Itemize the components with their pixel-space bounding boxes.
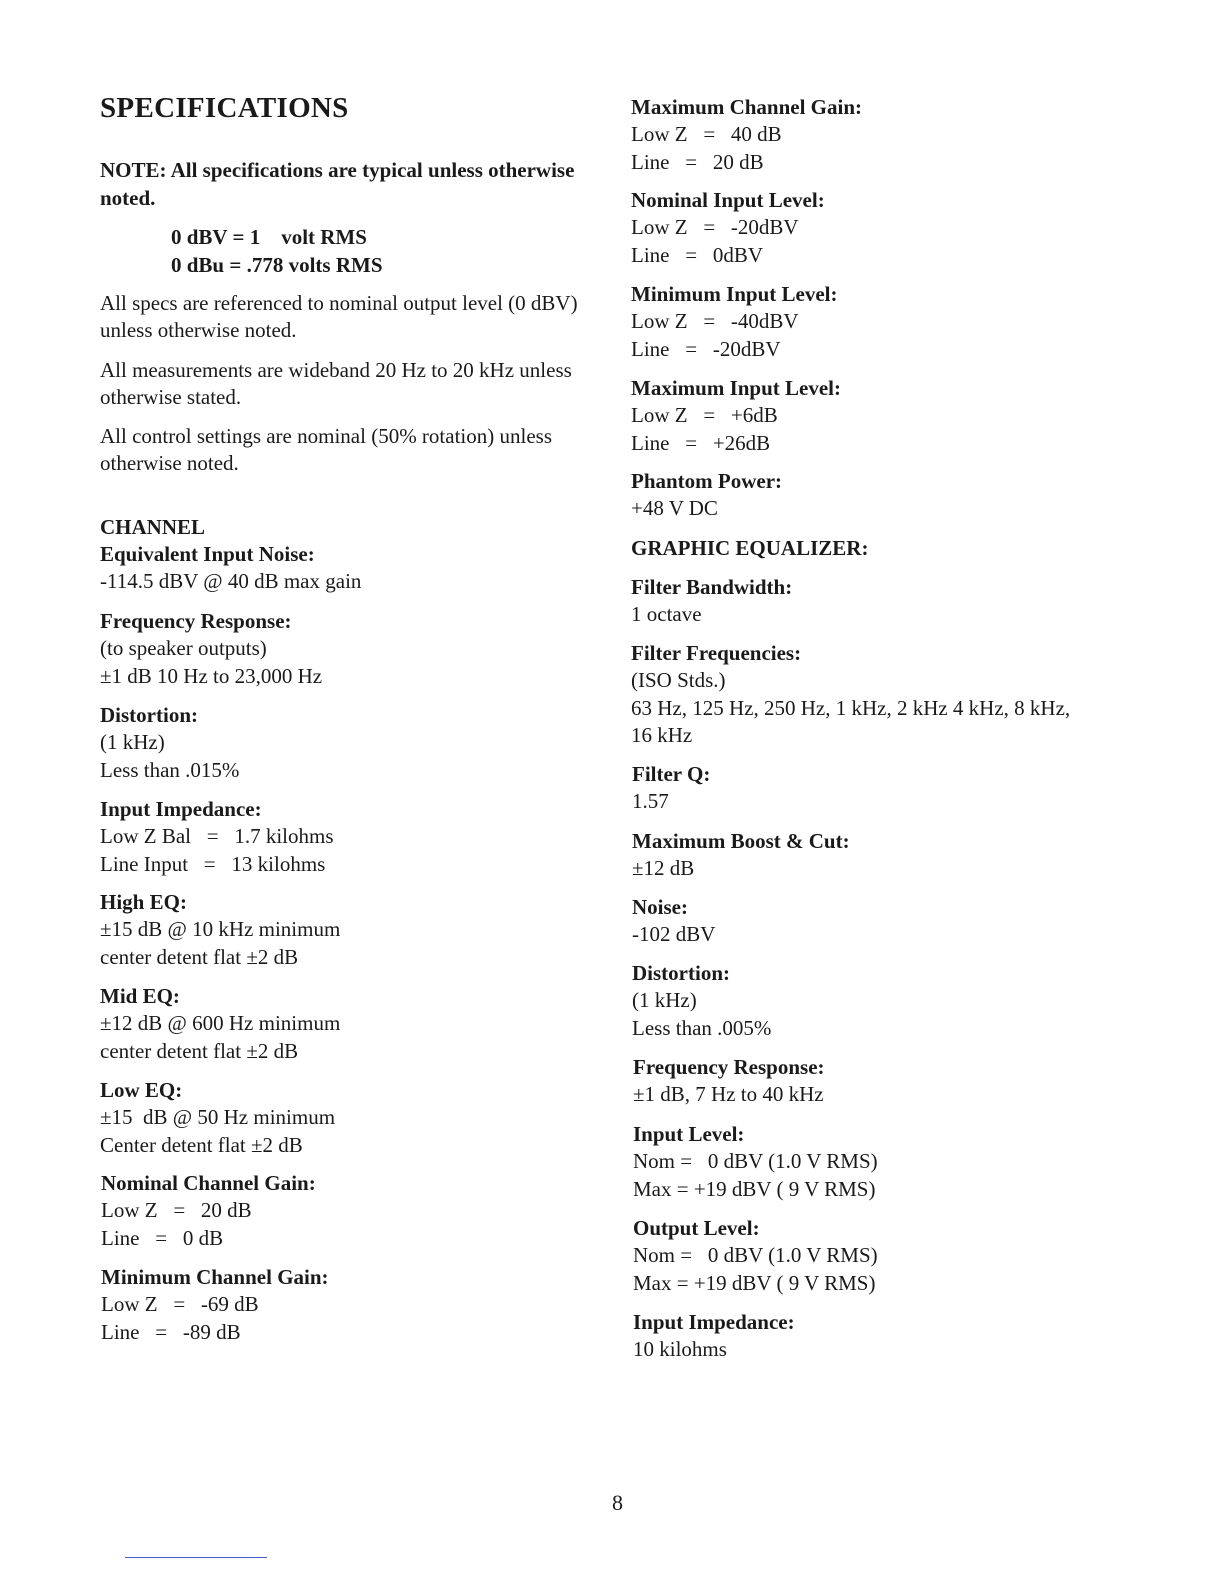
spec-value: ±12 dB @ 600 Hz minimum	[100, 1011, 341, 1036]
spec-input-level	[633, 1121, 878, 1203]
spec-filter-q	[632, 761, 710, 816]
spec-label: High EQ:	[100, 890, 187, 914]
spec-value: Nom = 0 dBV (1.0 V RMS)	[633, 1243, 878, 1268]
spec-label: Filter Q:	[632, 762, 711, 786]
spec-value: (1 kHz)	[632, 988, 697, 1013]
spec-noise	[632, 894, 715, 949]
spec-nominal-channel-gain	[101, 1170, 316, 1252]
spec-eq-distortion	[632, 960, 771, 1042]
spec-value: center detent flat ±2 dB	[100, 944, 299, 969]
spec-value: 63 Hz, 125 Hz, 250 Hz, 1 kHz, 2 kHz 4 kHz, 8 kHz,	[631, 695, 1071, 720]
spec-value: Line = -89 dB	[101, 1319, 241, 1344]
spec-label: Nominal Input Level:	[631, 188, 825, 212]
spec-value: 10 kilohms	[633, 1337, 727, 1362]
spec-value: ±12 dB	[632, 856, 695, 881]
spec-label: Minimum Channel Gain:	[101, 1265, 329, 1289]
spec-value: Low Z Bal = 1.7 kilohms	[100, 824, 334, 849]
footer-rule	[125, 1557, 267, 1558]
spec-label: Mid EQ:	[100, 984, 180, 1008]
spec-label: Distortion:	[100, 703, 198, 727]
spec-mid-eq	[100, 983, 340, 1065]
note-text: NOTE: All specifications are typical unless otherwise noted.	[100, 158, 575, 210]
spec-label: Noise:	[632, 895, 688, 919]
dbv-equivalence: 0 dBV = 1 volt RMS	[171, 225, 367, 249]
spec-output-level	[633, 1215, 878, 1297]
spec-value: Low Z = +6dB	[631, 403, 778, 428]
spec-maximum-boost-cut	[632, 828, 850, 883]
spec-maximum-channel-gain	[631, 94, 862, 176]
spec-label: Maximum Channel Gain:	[631, 95, 863, 119]
spec-value: Line = +26dB	[631, 430, 771, 455]
spec-frequency-response	[100, 608, 322, 690]
spec-value: Max = +19 dBV ( 9 V RMS)	[633, 1176, 876, 1201]
spec-value: (1 kHz)	[100, 730, 165, 755]
spec-nominal-input-level	[631, 187, 825, 269]
spec-label: Frequency Response:	[100, 609, 292, 633]
page-title: SPECIFICATIONS	[100, 92, 349, 124]
reference-paragraph: All specs are referenced to nominal output level (0 dBV) unless otherwise noted.	[100, 291, 578, 342]
dbu-equivalence: 0 dBu = .778 volts RMS	[171, 253, 383, 277]
spec-filter-bandwidth	[631, 574, 792, 629]
spec-high-eq	[100, 889, 340, 971]
page-number: 8	[612, 1490, 623, 1515]
spec-value: Low Z = 20 dB	[101, 1198, 252, 1223]
spec-label: Equivalent Input Noise:	[100, 542, 315, 566]
spec-value: Line = 0dBV	[631, 242, 763, 267]
spec-value: Nom = 0 dBV (1.0 V RMS)	[633, 1149, 878, 1174]
spec-value: (to speaker outputs)	[100, 636, 267, 661]
spec-label: Filter Frequencies:	[631, 641, 802, 665]
spec-label: Input Impedance:	[100, 797, 262, 821]
spec-input-impedance	[100, 796, 334, 878]
spec-label: Output Level:	[633, 1216, 760, 1240]
spec-label: Distortion:	[632, 961, 730, 985]
spec-value: ±15 dB @ 10 kHz minimum	[100, 917, 341, 942]
spec-value: +48 V DC	[631, 496, 718, 521]
spec-value: Low Z = 40 dB	[631, 122, 782, 147]
spec-label: Low EQ:	[100, 1078, 183, 1102]
spec-minimum-input-level	[631, 281, 838, 363]
spec-label: Maximum Boost & Cut:	[632, 829, 850, 853]
spec-label: Minimum Input Level:	[631, 282, 838, 306]
spec-label: Input Impedance:	[633, 1310, 795, 1334]
section-label: GRAPHIC EQUALIZER:	[631, 536, 869, 560]
spec-value: Less than .015%	[100, 757, 240, 782]
spec-equivalent-input-noise	[100, 541, 361, 596]
spec-maximum-input-level	[631, 375, 841, 457]
channel-heading: CHANNEL	[100, 515, 206, 539]
spec-label: Nominal Channel Gain:	[101, 1171, 316, 1195]
spec-label: Maximum Input Level:	[631, 376, 841, 400]
spec-filter-frequencies	[631, 640, 1070, 750]
spec-label: Frequency Response:	[633, 1055, 825, 1079]
spec-value: Center detent flat ±2 dB	[100, 1132, 303, 1157]
spec-value: 1.57	[632, 789, 669, 814]
control-settings-paragraph: All control settings are nominal (50% rotation) unless otherwise noted.	[100, 424, 552, 475]
spec-value: -102 dBV	[632, 922, 716, 947]
spec-value: (ISO Stds.)	[631, 668, 726, 693]
spec-value: Line = 0 dB	[101, 1225, 224, 1250]
spec-value: Low Z = -40dBV	[631, 309, 799, 334]
spec-value: 16 kHz	[631, 723, 693, 748]
spec-distortion	[100, 702, 239, 784]
spec-eq-frequency-response	[633, 1054, 825, 1109]
spec-value: ±15 dB @ 50 Hz minimum	[100, 1105, 336, 1130]
spec-phantom-power	[631, 468, 782, 523]
spec-value: Line Input = 13 kilohms	[100, 851, 326, 876]
spec-value: ±1 dB, 7 Hz to 40 kHz	[633, 1082, 824, 1107]
spec-value: Low Z = -20dBV	[631, 215, 799, 240]
spec-value: 1 octave	[631, 602, 702, 627]
spec-low-eq	[100, 1077, 335, 1159]
measurement-paragraph: All measurements are wideband 20 Hz to 20 kHz unless otherwise stated.	[100, 358, 572, 409]
spec-value: ±1 dB 10 Hz to 23,000 Hz	[100, 663, 323, 688]
spec-value: Low Z = -69 dB	[101, 1292, 259, 1317]
spec-value: -114.5 dBV @ 40 dB max gain	[100, 569, 362, 594]
graphic-equalizer-heading	[631, 535, 868, 562]
spec-label: Filter Bandwidth:	[631, 575, 793, 599]
spec-value: Less than .005%	[632, 1015, 772, 1040]
spec-value: Max = +19 dBV ( 9 V RMS)	[633, 1270, 876, 1295]
spec-value: center detent flat ±2 dB	[100, 1038, 299, 1063]
spec-value: Line = -20dBV	[631, 336, 781, 361]
spec-minimum-channel-gain	[101, 1264, 329, 1346]
spec-value: Line = 20 dB	[631, 149, 764, 174]
spec-label: Phantom Power:	[631, 469, 783, 493]
spec-eq-input-impedance	[633, 1309, 795, 1364]
spec-label: Input Level:	[633, 1122, 745, 1146]
